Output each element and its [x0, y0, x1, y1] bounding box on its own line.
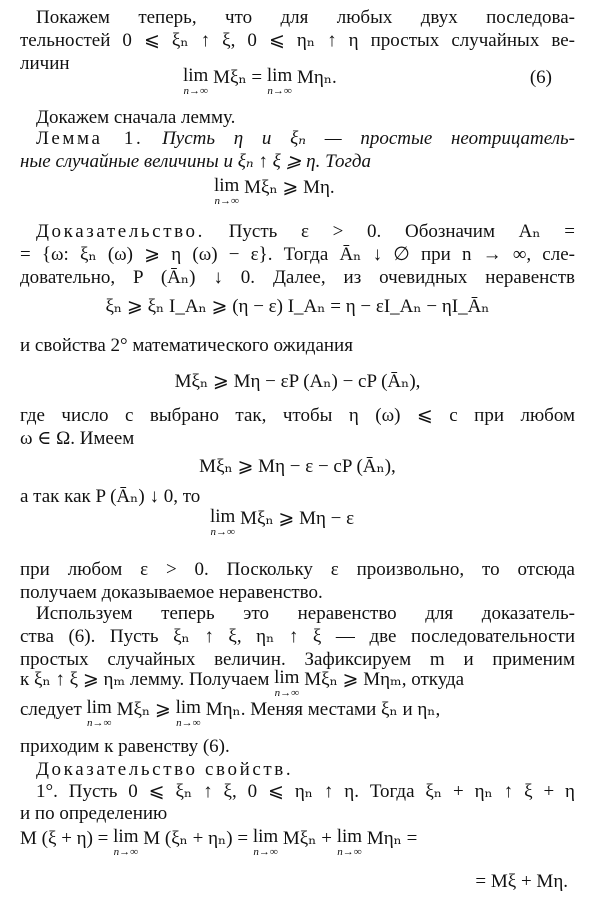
lemma-intro: Докажем сначала лемму. [36, 107, 236, 128]
intro-line-2: тельностей 0 ⩽ ξₙ ↑ ξ, 0 ⩽ ηₙ ↑ η простых случайных ве- [20, 30, 575, 51]
lemma-statement-1: Пусть η и ξₙ — простые неотрицатель- [162, 128, 576, 149]
use-line-3: простых случайных величин. Зафиксируем m и применим [20, 649, 575, 670]
final-formula-d: Mηₙ = [366, 828, 418, 849]
lemma-formula-rest: Mξₙ ⩾ Mη. [244, 177, 335, 198]
use-line-4 [20, 668, 575, 699]
use-line-5-b: Mξₙ ⩾ [116, 699, 171, 720]
limit-operator: lim n→∞ [183, 65, 209, 97]
lemma-formula [214, 176, 335, 207]
proof-formula-3: Mξₙ ⩾ Mη − ε − cP (Āₙ), [199, 456, 396, 477]
use-line-5 [20, 698, 575, 729]
properties-title: Доказательство свойств. [36, 759, 294, 780]
proof-formula-1: ξₙ ⩾ ξₙ I_Aₙ ⩾ (η − ε) I_Aₙ = η − εI_Aₙ − ηI_Āₙ [105, 296, 490, 317]
intro-line-1: Покажем теперь, что для любых двух последова- [36, 7, 575, 28]
limit-operator: lim n→∞ [86, 697, 112, 729]
use-line-5-a: следует [20, 699, 82, 720]
proof-formula-4 [210, 507, 354, 538]
proof-line-9: получаем доказываемое неравенство. [20, 582, 323, 603]
proof-line-8: при любом ε > 0. Поскольку ε произвольно, то отсюда [20, 559, 575, 580]
proof-title: Доказательство. [36, 221, 205, 242]
equation-6 [183, 66, 337, 97]
lemma-title: Лемма 1. [36, 128, 144, 149]
equation-6-left: Mξₙ = [213, 67, 263, 88]
final-formula-a: M (ξ + η) = [20, 828, 109, 849]
proof-line-1 [36, 220, 575, 243]
limit-operator: lim n→∞ [274, 667, 300, 699]
proof-line-7: а так как P (Āₙ) ↓ 0, то [20, 486, 201, 507]
final-formula-c: Mξₙ + [282, 828, 332, 849]
equation-6-right: Mηₙ. [297, 67, 337, 88]
lemma-line-2: ные случайные величины и ξₙ ↑ ξ ⩾ η. Тогда [20, 151, 371, 172]
proof-line-2: = {ω: ξₙ (ω) ⩾ η (ω) − ε}. Тогда Āₙ ↓ ∅ при n → ∞, сле- [20, 244, 575, 265]
limit-operator: lim n→∞ [252, 826, 279, 858]
equation-number: (6) [529, 67, 552, 88]
limit-operator: lim n→∞ [175, 697, 201, 729]
use-line-2: ства (6). Пусть ξₙ ↑ ξ, ηₙ ↑ ξ — две последовательности [20, 626, 575, 647]
lemma-line-1 [36, 127, 575, 150]
limit-operator: lim n→∞ [336, 826, 363, 858]
final-formula [20, 827, 417, 858]
use-line-5-c: Mηₙ. Меняя местами ξₙ и ηₙ, [205, 699, 441, 720]
properties-line-1: 1°. Пусть 0 ⩽ ξₙ ↑ ξ, 0 ⩽ ηₙ ↑ η. Тогда ξₙ + ηₙ ↑ ξ + η [36, 781, 575, 802]
limit-operator: lim n→∞ [210, 506, 236, 538]
intro-line-3: личин [20, 53, 70, 74]
use-line-1: Используем теперь это неравенство для доказатель- [36, 603, 575, 624]
use-line-4-b: Mξₙ ⩾ Mηₘ, откуда [304, 669, 465, 690]
limit-operator: lim n→∞ [214, 175, 240, 207]
proof-formula-2: Mξₙ ⩾ Mη − εP (Aₙ) − cP (Āₙ), [174, 371, 421, 392]
proof-formula-4-rest: Mξₙ ⩾ Mη − ε [240, 508, 355, 529]
limit-operator: lim n→∞ [266, 65, 293, 97]
properties-line-2: и по определению [20, 803, 168, 824]
use-line-4-a: к ξₙ ↑ ξ ⩾ ηₘ лемму. Получаем [20, 669, 270, 690]
final-formula-b: M (ξₙ + ηₙ) = [143, 828, 249, 849]
final-formula-result: = Mξ + Mη. [475, 871, 568, 892]
proof-line-5: где число c выбрано так, чтобы η (ω) ⩽ c при любом [20, 405, 575, 426]
proof-line-6: ω ∈ Ω. Имеем [20, 428, 135, 449]
use-line-6: приходим к равенству (6). [20, 736, 230, 757]
proof-line-1-rest: Пусть ε > 0. Обозначим Aₙ = [228, 221, 575, 242]
limit-operator: lim n→∞ [113, 826, 139, 858]
proof-line-3: довательно, P (Āₙ) ↓ 0. Далее, из очевидных неравенств [20, 267, 575, 288]
proof-line-4: и свойства 2° математического ожидания [20, 335, 353, 356]
